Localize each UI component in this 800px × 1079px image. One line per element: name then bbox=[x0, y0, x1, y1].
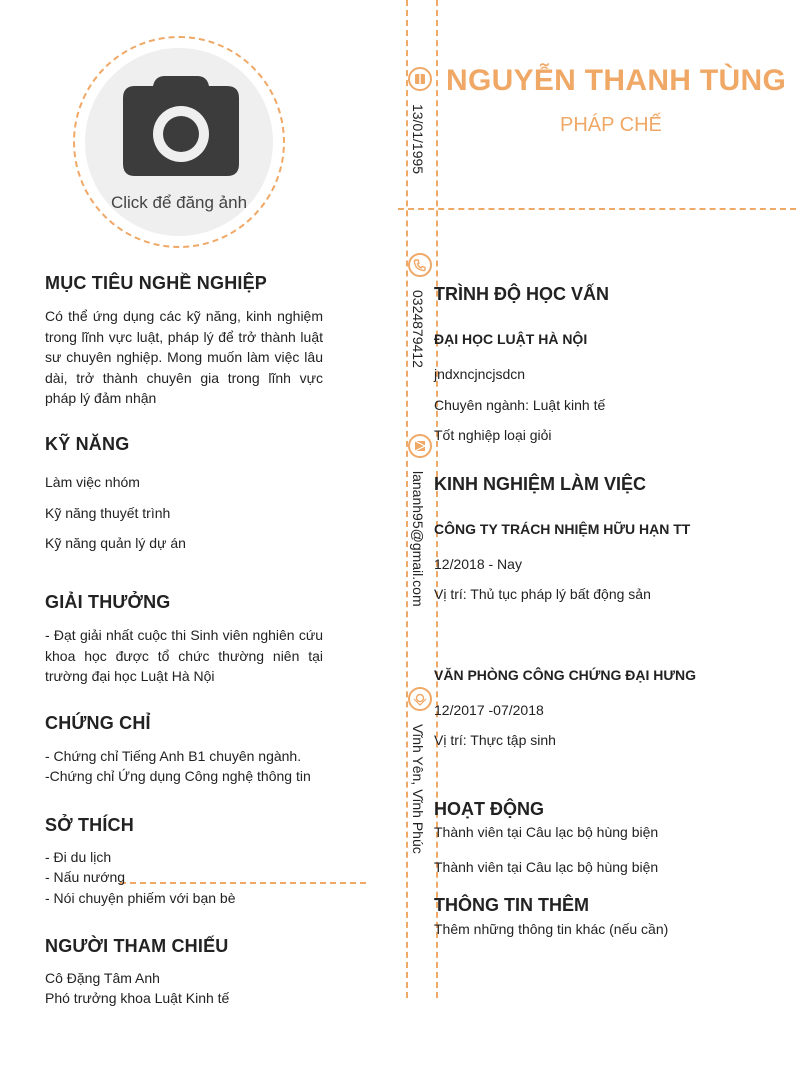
job-period: 12/2018 - Nay bbox=[434, 556, 522, 572]
header-divider bbox=[398, 208, 796, 210]
education-title: TRÌNH ĐỘ HỌC VẤN bbox=[434, 284, 609, 304]
job-position: Vị trí: Thủ tục pháp lý bất động sản bbox=[434, 586, 651, 602]
awards-title: GIẢI THƯỞNG bbox=[45, 592, 171, 612]
vertical-divider-left bbox=[406, 0, 408, 998]
certificate-item: -Chứng chỉ Ứng dụng Công nghệ thông tin bbox=[45, 768, 311, 784]
candidate-name: NGUYỄN THANH TÙNG bbox=[446, 64, 787, 97]
email-icon bbox=[408, 434, 432, 458]
phone-icon bbox=[408, 253, 432, 277]
reference-item: Phó trưởng khoa Luật Kinh tế bbox=[45, 990, 230, 1006]
education-line: Chuyên ngành: Luật kinh tế bbox=[434, 397, 606, 413]
extra-title: THÔNG TIN THÊM bbox=[434, 895, 589, 915]
camera-icon bbox=[123, 76, 239, 176]
photo-caption: Click để đăng ảnh bbox=[110, 193, 248, 212]
education-line: jndxncjncjsdcn bbox=[434, 366, 526, 382]
photo-placeholder[interactable] bbox=[85, 48, 273, 236]
photo-upload[interactable] bbox=[73, 36, 285, 248]
job-period: 12/2017 -07/2018 bbox=[434, 702, 544, 718]
hobbies-title: SỞ THÍCH bbox=[45, 815, 134, 835]
extra-text: Thêm những thông tin khác (nếu cần) bbox=[434, 921, 669, 937]
skill-item: Kỹ năng quản lý dự án bbox=[45, 535, 186, 551]
objective-text: Có thể ứng dụng các kỹ năng, kinh nghiệm trong lĩnh vực luật, pháp lý để trở thành luật sư chuyên nghiệp. Mong muốn làm việc lâu dài, trở thành chuyên gia trong lĩnh vực pháp lý đảm nhận bbox=[45, 308, 323, 406]
experience-title: KINH NGHIỆM LÀM VIỆC bbox=[434, 474, 647, 494]
vertical-divider-right bbox=[436, 0, 438, 998]
location-icon bbox=[408, 687, 432, 711]
activity-item: Thành viên tại Câu lạc bộ hùng biện bbox=[434, 859, 659, 875]
job-company: VĂN PHÒNG CÔNG CHỨNG ĐẠI HƯNG bbox=[434, 667, 697, 683]
references-title: NGƯỜI THAM CHIẾU bbox=[45, 936, 229, 956]
calendar-icon bbox=[408, 67, 432, 91]
activities-title: HOẠT ĐỘNG bbox=[434, 799, 544, 819]
contact-birthdate: 13/01/1995 bbox=[410, 104, 426, 175]
hobby-item: - Nấu nướng bbox=[45, 869, 126, 885]
skills-title: KỸ NĂNG bbox=[45, 434, 130, 454]
awards-text: - Đạt giải nhất cuộc thi Sinh viên nghiên cứu khoa học được tổ chức thường niên tại trường đại học Luật Hà Nội bbox=[45, 627, 323, 684]
contact-email[interactable]: lananh95@gmail.com bbox=[410, 471, 426, 607]
skill-item: Làm việc nhóm bbox=[45, 474, 140, 490]
candidate-role: PHÁP CHẾ bbox=[560, 114, 662, 136]
contact-phone[interactable]: 0324879412 bbox=[410, 290, 426, 368]
objective-title: MỤC TIÊU NGHỀ NGHIỆP bbox=[45, 273, 268, 293]
certificate-item: - Chứng chỉ Tiếng Anh B1 chuyên ngành. bbox=[45, 748, 302, 764]
reference-item: Cô Đặng Tâm Anh bbox=[45, 970, 160, 986]
hobby-item: - Nói chuyện phiếm với bạn bè bbox=[45, 890, 236, 906]
hobby-item: - Đi du lịch bbox=[45, 849, 112, 865]
education-school: ĐẠI HỌC LUẬT HÀ NỘI bbox=[434, 331, 588, 347]
contact-address: Vĩnh Yên, Vĩnh Phúc bbox=[410, 724, 426, 854]
activity-item: Thành viên tại Câu lạc bộ hùng biện bbox=[434, 824, 659, 840]
skill-item: Kỹ năng thuyết trình bbox=[45, 505, 171, 521]
job-company: CÔNG TY TRÁCH NHIỆM HỮU HẠN TT bbox=[434, 521, 691, 537]
left-divider bbox=[120, 882, 366, 884]
certificates-title: CHỨNG CHỈ bbox=[45, 713, 151, 733]
education-line: Tốt nghiệp loại giỏi bbox=[434, 427, 552, 443]
job-position: Vị trí: Thực tập sinh bbox=[434, 732, 556, 748]
